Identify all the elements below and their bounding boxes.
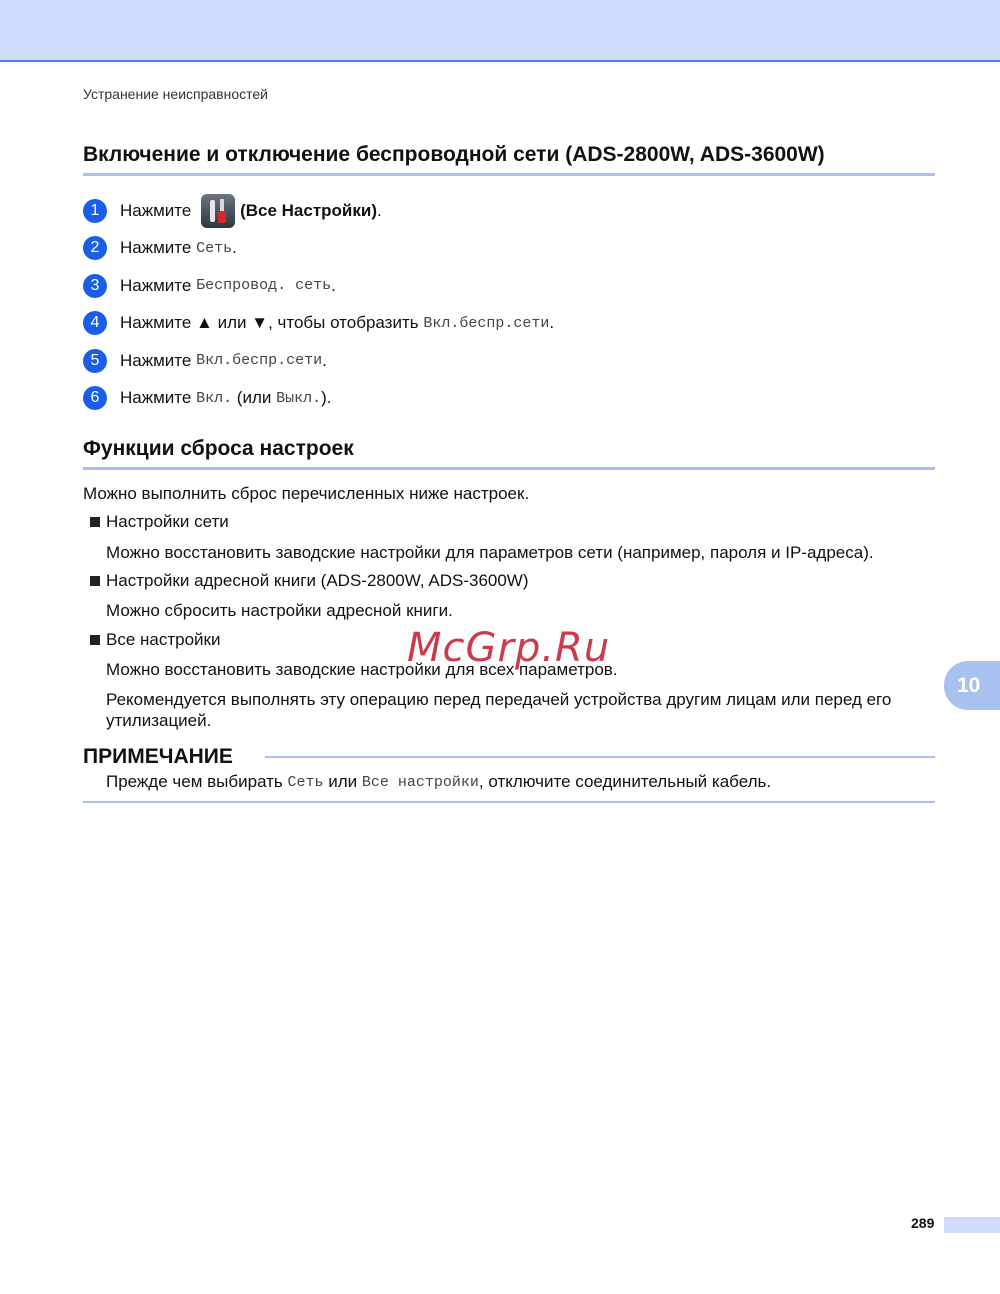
step-number-icon: 6 bbox=[83, 386, 107, 410]
step-text: Нажмите bbox=[120, 350, 197, 370]
step-item bbox=[83, 305, 943, 343]
step-item bbox=[83, 192, 943, 230]
step-item bbox=[83, 267, 943, 305]
step-number-icon: 3 bbox=[83, 274, 107, 298]
step-text: ). bbox=[321, 388, 332, 408]
watermark: McGrp.Ru bbox=[407, 625, 611, 671]
list-item bbox=[90, 512, 229, 532]
step-text: Нажмите bbox=[120, 388, 197, 408]
step-item bbox=[83, 230, 943, 268]
list-item bbox=[90, 630, 220, 650]
list-item-desc: Можно сбросить настройки адресной книги. bbox=[106, 601, 453, 620]
list-item-label: Настройки адресной книги (ADS-2800W, ADS-3600W) bbox=[106, 571, 529, 590]
footer-band bbox=[944, 1217, 1000, 1233]
step-code-text: Вкл. bbox=[196, 389, 233, 407]
step-code-text: Вкл.беспр.сети bbox=[196, 352, 323, 370]
step-item bbox=[83, 380, 943, 418]
step-code-text: Выкл. bbox=[276, 389, 322, 407]
note-text-part: , отключите соединительный кабель. bbox=[478, 772, 772, 791]
bullet-square-icon bbox=[90, 517, 100, 527]
note-text bbox=[106, 772, 771, 792]
step-number-icon: 2 bbox=[83, 236, 107, 260]
step-text: Нажмите bbox=[120, 275, 197, 295]
step-text: Нажмите bbox=[120, 200, 197, 220]
step-code-text: Вкл.беспр.сети bbox=[423, 314, 550, 332]
list-item bbox=[90, 571, 529, 591]
step-item bbox=[83, 342, 943, 380]
steps-list bbox=[83, 192, 943, 417]
step-text: . bbox=[322, 350, 327, 370]
list-item-label: Все настройки bbox=[106, 630, 221, 649]
step-text: Нажмите bbox=[120, 238, 197, 258]
step-code-text: Сеть bbox=[196, 239, 233, 257]
list-item-desc-extra: Рекомендуется выполнять эту операцию перед передачей устройства другим лицам или перед его утилизацией. bbox=[106, 690, 892, 730]
section-title-wireless: Включение и отключение беспроводной сети (ADS-2800W, ADS-3600W) bbox=[83, 143, 935, 176]
list-item-desc: Можно восстановить заводские настройки для параметров сети (например, пароля и IP-адреса). bbox=[106, 543, 874, 562]
note-code: Сеть bbox=[287, 773, 324, 791]
step-text: . bbox=[376, 200, 382, 220]
step-number-icon: 5 bbox=[83, 349, 107, 373]
settings-tools-icon bbox=[201, 194, 235, 228]
step-code-text: Беспровод. сеть bbox=[196, 277, 332, 295]
page-number: 289 bbox=[911, 1215, 935, 1231]
step-text: Нажмите ▲ или ▼, чтобы отобразить bbox=[120, 313, 424, 333]
step-text: (или bbox=[232, 388, 277, 408]
note-bottom-divider bbox=[83, 801, 935, 803]
step-text: (Все Настройки) bbox=[240, 200, 377, 220]
note-title: ПРИМЕЧАНИЕ bbox=[83, 745, 233, 768]
list-item-desc: Можно восстановить заводские настройки для всех параметров. bbox=[106, 660, 618, 679]
section-title-reset: Функции сброса настроек bbox=[83, 437, 935, 470]
step-text: . bbox=[232, 238, 237, 258]
top-header-band bbox=[0, 0, 1000, 62]
note-text-part: или bbox=[323, 772, 362, 791]
note-text-part: Прежде чем выбирать bbox=[106, 772, 288, 791]
reset-intro: Можно выполнить сброс перечисленных ниже настроек. bbox=[83, 484, 530, 503]
note-divider bbox=[265, 756, 935, 758]
bullet-square-icon bbox=[90, 576, 100, 586]
note-code: Все настройки bbox=[361, 773, 479, 791]
list-item-label: Настройки сети bbox=[106, 512, 229, 531]
step-text: . bbox=[549, 313, 555, 333]
running-header: Устранение неисправностей bbox=[83, 86, 268, 102]
step-number-icon: 4 bbox=[83, 311, 107, 335]
chapter-tab: 10 bbox=[944, 661, 1000, 710]
step-text: . bbox=[331, 275, 336, 295]
bullet-square-icon bbox=[90, 635, 100, 645]
step-number-icon: 1 bbox=[83, 199, 107, 223]
